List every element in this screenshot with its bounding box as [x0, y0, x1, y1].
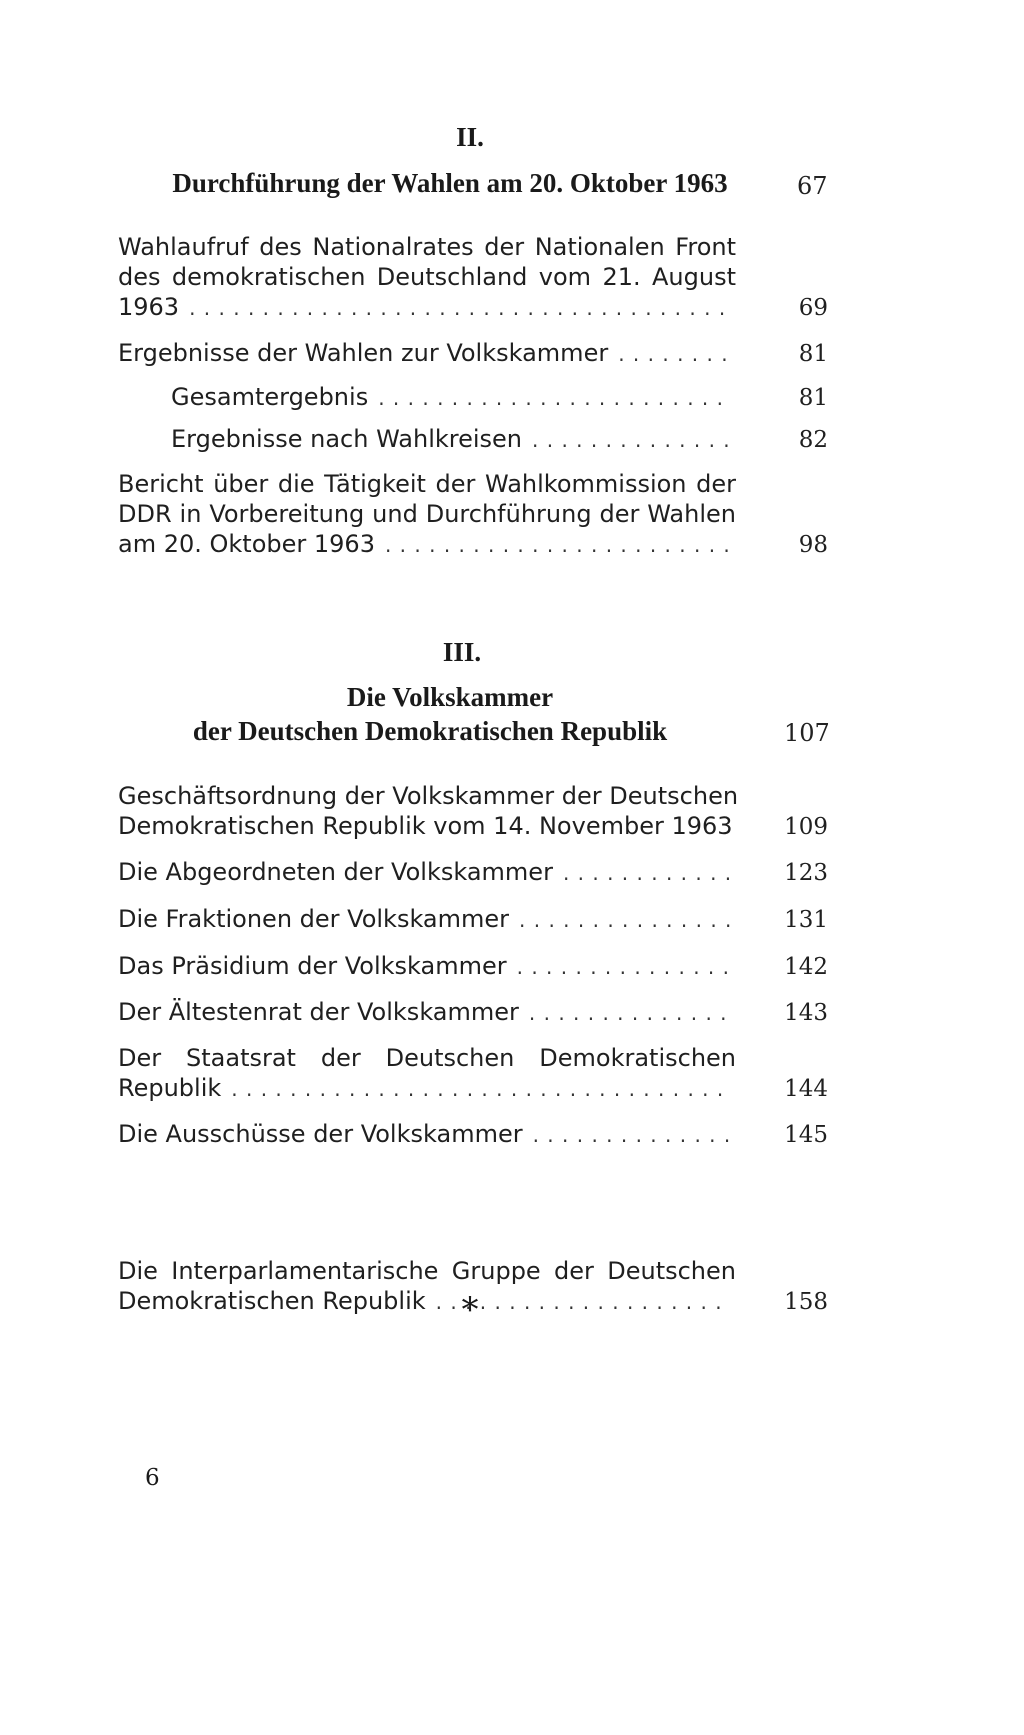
entry-line: des demokratischen Deutschland vom 21. August [118, 263, 736, 291]
leader-dots [529, 998, 730, 1028]
section-title-iii-line2: der Deutschen Demokratischen Republik [192, 716, 668, 746]
leader-dots [385, 530, 730, 560]
entry-line: Die Interparlamentarische Gruppe der Deutschen [118, 1257, 736, 1285]
entry-line: Der Ältestenrat der Volkskammer [118, 998, 519, 1026]
leader-dots [436, 1287, 730, 1317]
entry-page: 81 [798, 341, 828, 367]
entry-page: 143 [784, 1000, 828, 1026]
entry-line: Die Fraktionen der Volkskammer [118, 905, 510, 933]
toc-entry [171, 382, 828, 413]
entry-page: 109 [784, 814, 828, 840]
entry-page: 145 [784, 1122, 828, 1148]
toc-entry [118, 469, 828, 560]
entry-line: am 20. Oktober 1963 [118, 530, 375, 558]
entry-line: 1963 [118, 293, 180, 321]
toc-entry [118, 1119, 828, 1150]
leader-dots [618, 339, 730, 369]
leader-dots [533, 1120, 730, 1150]
leader-dots [517, 952, 730, 982]
entry-page: 144 [784, 1076, 828, 1102]
entry-line: Geschäftsordnung der Volkskammer der Deutschen [118, 782, 739, 810]
toc-entry [118, 857, 828, 888]
leader-dots [532, 425, 730, 455]
section-title-ii: Durchführung der Wahlen am 20. Oktober 1963 [172, 168, 728, 198]
section-number-ii: II. [456, 122, 484, 152]
toc-entry [118, 1256, 828, 1317]
entry-line: Die Ausschüsse der Volkskammer [118, 1120, 523, 1148]
page-folio: 6 [145, 1465, 160, 1491]
entry-page: 131 [784, 907, 828, 933]
entry-page: 123 [784, 860, 828, 886]
toc-entry [118, 997, 828, 1028]
section-title-iii-line1: Die Volkskammer [346, 682, 554, 712]
section-number-iii: III. [442, 637, 482, 667]
toc-entry [118, 951, 828, 982]
entry-line: Republik [118, 1074, 222, 1102]
entry-page: 81 [798, 385, 828, 411]
section-page-ii: 67 [797, 172, 828, 200]
leader-dots [378, 383, 730, 413]
section-page-iii: 107 [784, 719, 830, 747]
toc-entry [118, 338, 828, 369]
entry-line: Das Präsidium der Volkskammer [118, 952, 507, 980]
separator-asterisk: * [461, 1290, 479, 1330]
entry-page: 142 [784, 954, 828, 980]
toc-entry [118, 904, 828, 935]
entry-line: Demokratischen Republik [118, 1287, 426, 1315]
entry-line: Bericht über die Tätigkeit der Wahlkommission der [118, 470, 736, 498]
entry-line: Ergebnisse der Wahlen zur Volkskammer [118, 339, 609, 367]
entry-line: Gesamtergebnis [171, 383, 369, 411]
entry-page: 82 [798, 427, 828, 453]
entry-line: Ergebnisse nach Wahlkreisen [171, 425, 523, 453]
leader-dots [231, 1074, 730, 1104]
leader-dots [563, 858, 730, 888]
toc-entry [171, 424, 828, 455]
leader-dots [519, 905, 730, 935]
entry-page: 98 [798, 532, 828, 558]
entry-line: Die Abgeordneten der Volkskammer [118, 858, 553, 886]
toc-entry [118, 232, 828, 323]
entry-line: Demokratischen Republik vom 14. November 1963 [118, 812, 733, 840]
entry-page: 158 [784, 1289, 828, 1315]
toc-entry [118, 781, 828, 842]
leader-dots [189, 293, 730, 323]
entry-line: DDR in Vorbereitung und Durchführung der Wahlen [118, 500, 736, 528]
entry-page: 69 [798, 295, 828, 321]
toc-entry [118, 1043, 828, 1104]
entry-line: Wahlaufruf des Nationalrates der Nationalen Front [118, 233, 736, 261]
entry-line: Der Staatsrat der Deutschen Demokratischen [118, 1044, 736, 1072]
